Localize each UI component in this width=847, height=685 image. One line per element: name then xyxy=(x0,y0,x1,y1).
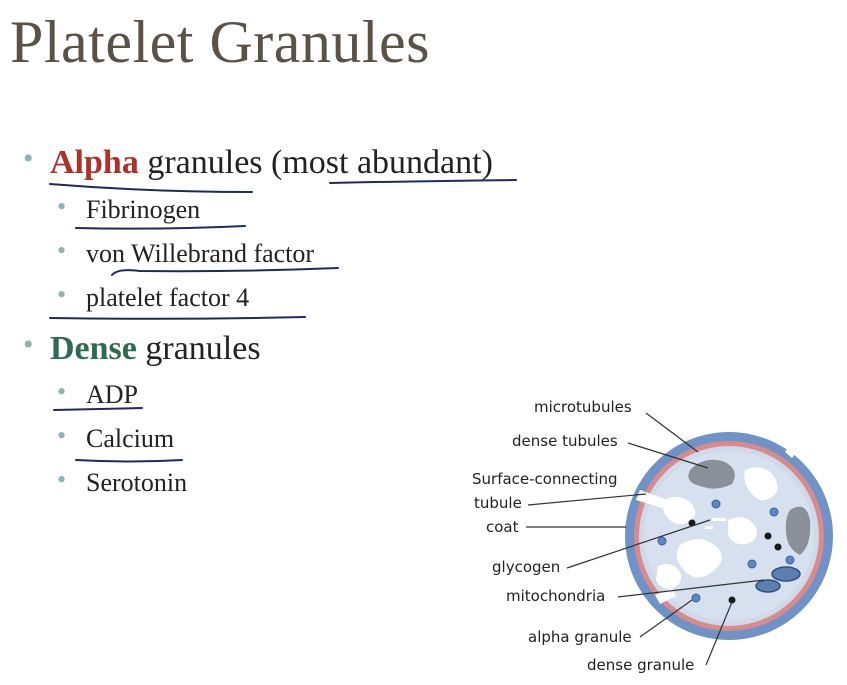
alpha-most-abundant: most abundant xyxy=(282,144,482,181)
mitochondrion xyxy=(756,580,780,592)
label-glycogen: glycogen xyxy=(492,558,561,576)
mitochondrion xyxy=(772,567,800,581)
label-tubule: tubule xyxy=(474,494,522,512)
label-microtubules: microtubules xyxy=(534,398,632,416)
alpha-item-label: platelet factor 4 xyxy=(86,283,250,312)
alpha-keyword: Alpha xyxy=(50,144,139,181)
alpha-granule-dot xyxy=(692,594,700,602)
alpha-granule-dot xyxy=(712,500,720,508)
dense-item-label: Calcium xyxy=(86,424,175,453)
alpha-item-label: Fibrinogen xyxy=(86,195,201,224)
glycogen-particle xyxy=(705,526,713,529)
dense-item-label: ADP xyxy=(86,380,139,409)
slide-title: Platelet Granules xyxy=(10,9,431,75)
dense-granule-dot xyxy=(775,544,782,551)
leader-microtubules xyxy=(646,413,698,452)
alpha-granule-dot xyxy=(658,537,666,545)
surface-connecting-tubule-shape xyxy=(785,430,808,458)
dense-rest: granules xyxy=(136,330,261,367)
alpha-item-label: von Willebrand factor xyxy=(86,239,315,268)
bullet-dot-icon: • xyxy=(57,465,67,494)
label-surface-connecting: Surface-connecting xyxy=(472,470,618,488)
alpha-granule-dot xyxy=(770,508,778,516)
label-alpha-granule: alpha granule xyxy=(528,628,632,646)
label-dense-tubules: dense tubules xyxy=(512,432,618,450)
leader-surface-connecting xyxy=(528,494,646,505)
dense-granule-dot xyxy=(765,533,772,540)
bullet-dot-icon: • xyxy=(57,236,67,265)
bullet-dot-icon: • xyxy=(23,142,34,175)
label-coat: coat xyxy=(486,518,519,536)
dense-item-label: Serotonin xyxy=(86,468,188,497)
glycogen-particle xyxy=(730,530,740,533)
label-mitochondria: mitochondria xyxy=(506,587,606,605)
alpha-granule-dot xyxy=(748,560,756,568)
dense-keyword: Dense xyxy=(50,330,137,367)
bullet-dot-icon: • xyxy=(23,328,34,361)
bullet-dot-icon: • xyxy=(57,377,67,406)
alpha-rest-before: granules ( xyxy=(138,144,283,181)
alpha-rest-after: ) xyxy=(481,144,493,181)
alpha-granule-dot xyxy=(786,556,794,564)
bullet-dot-icon: • xyxy=(57,192,67,221)
bullet-dot-icon: • xyxy=(57,280,67,309)
bullet-dot-icon: • xyxy=(57,421,67,450)
label-dense-granule: dense granule xyxy=(587,656,695,674)
glycogen-particle xyxy=(712,518,726,521)
